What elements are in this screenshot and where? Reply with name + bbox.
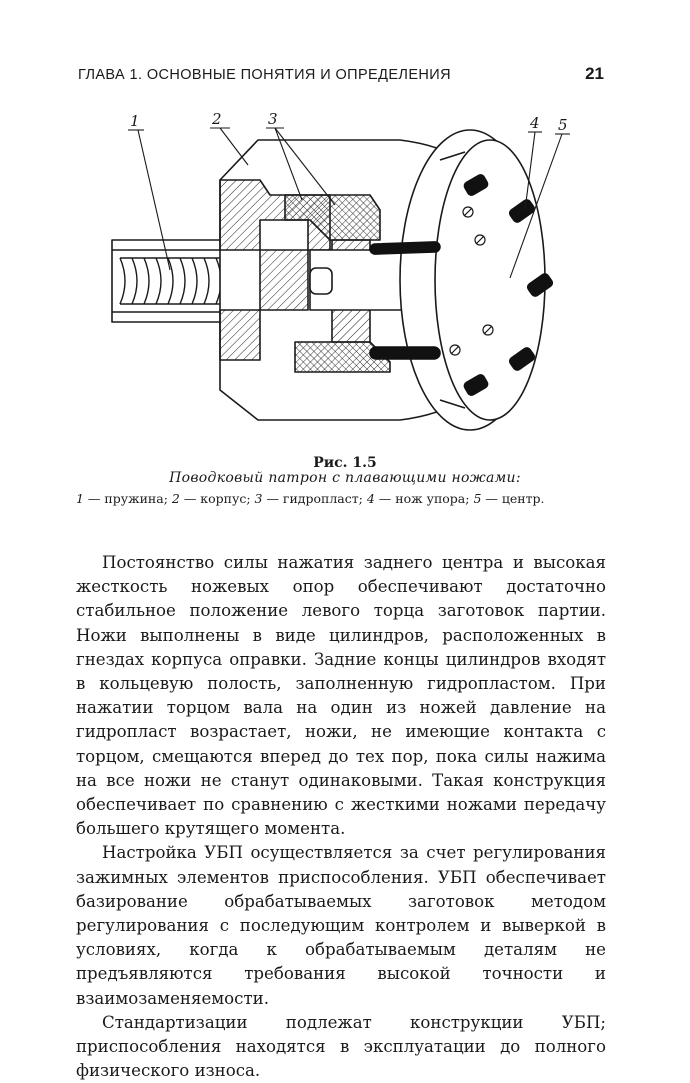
legend-num-2: 2 [171,491,180,506]
legend-text-3: — гидропласт; [262,491,367,506]
legend-text-2: — корпус; [179,491,255,506]
paragraph: Настройка УБП осуществляется за счет регулирования зажимных элементов приспособления. УБП обеспечивает базирование обрабатываемых заготовок методом регулирования с последующим контролем и выверкой в условиях, когда к обрабатываемым деталям не предъявляются требования высокой точности и взаимозаменяемости. [76,843,606,1008]
page-header [78,64,604,84]
figure-title: Поводковый патрон с плавающими ножами: [169,470,521,486]
callout-1: 1 [130,112,140,130]
callout-4: 4 [530,114,540,132]
legend-num-1: 1 [76,491,84,506]
running-title: ГЛАВА 1. ОСНОВНЫЕ ПОНЯТИЯ И ОПРЕДЕЛЕНИЯ [78,67,451,83]
legend-text-1: — пружина; [83,491,172,506]
legend-text-5: — центр. [481,491,545,506]
figure-drawing [70,100,630,460]
legend-num-5: 5 [473,491,482,506]
body-text [76,551,606,1083]
legend-num-4: 4 [366,491,375,506]
callout-3: 3 [268,110,278,128]
legend-text-4: — нож упора; [374,491,474,506]
paragraph: Постоянство силы нажатия заднего центра и высокая жесткость ножевых опор обеспечивают достаточно стабильное положение левого торца заготовок партии. Ножи выполнены в виде цилиндров, расположенных в гнездах корпуса оправки. Задние концы цилиндров входят в кольцевую полость, заполненную гидропластом. При нажатии торцом вала на один из ножей давление на гидропласт возрастает, ножи, не имеющие контакта с торцом, смещаются вперед до тех пор, пока силы нажима на все ножи не станут одинаковыми. Такая конструкция обеспечивает по сравнению с жесткими ножами передачу большего крутящего момента. [76,553,606,839]
paragraph: Стандартизации подлежат конструкции УБП; приспособления находятся в эксплуатации до полного физического износа. [76,1012,606,1081]
figure-label: Рис. 1.5 [313,455,377,471]
figure-legend [76,491,616,506]
legend-num-3: 3 [254,491,263,506]
callout-5: 5 [558,116,568,134]
callout-2: 2 [212,110,222,128]
page-number: 21 [585,64,604,83]
